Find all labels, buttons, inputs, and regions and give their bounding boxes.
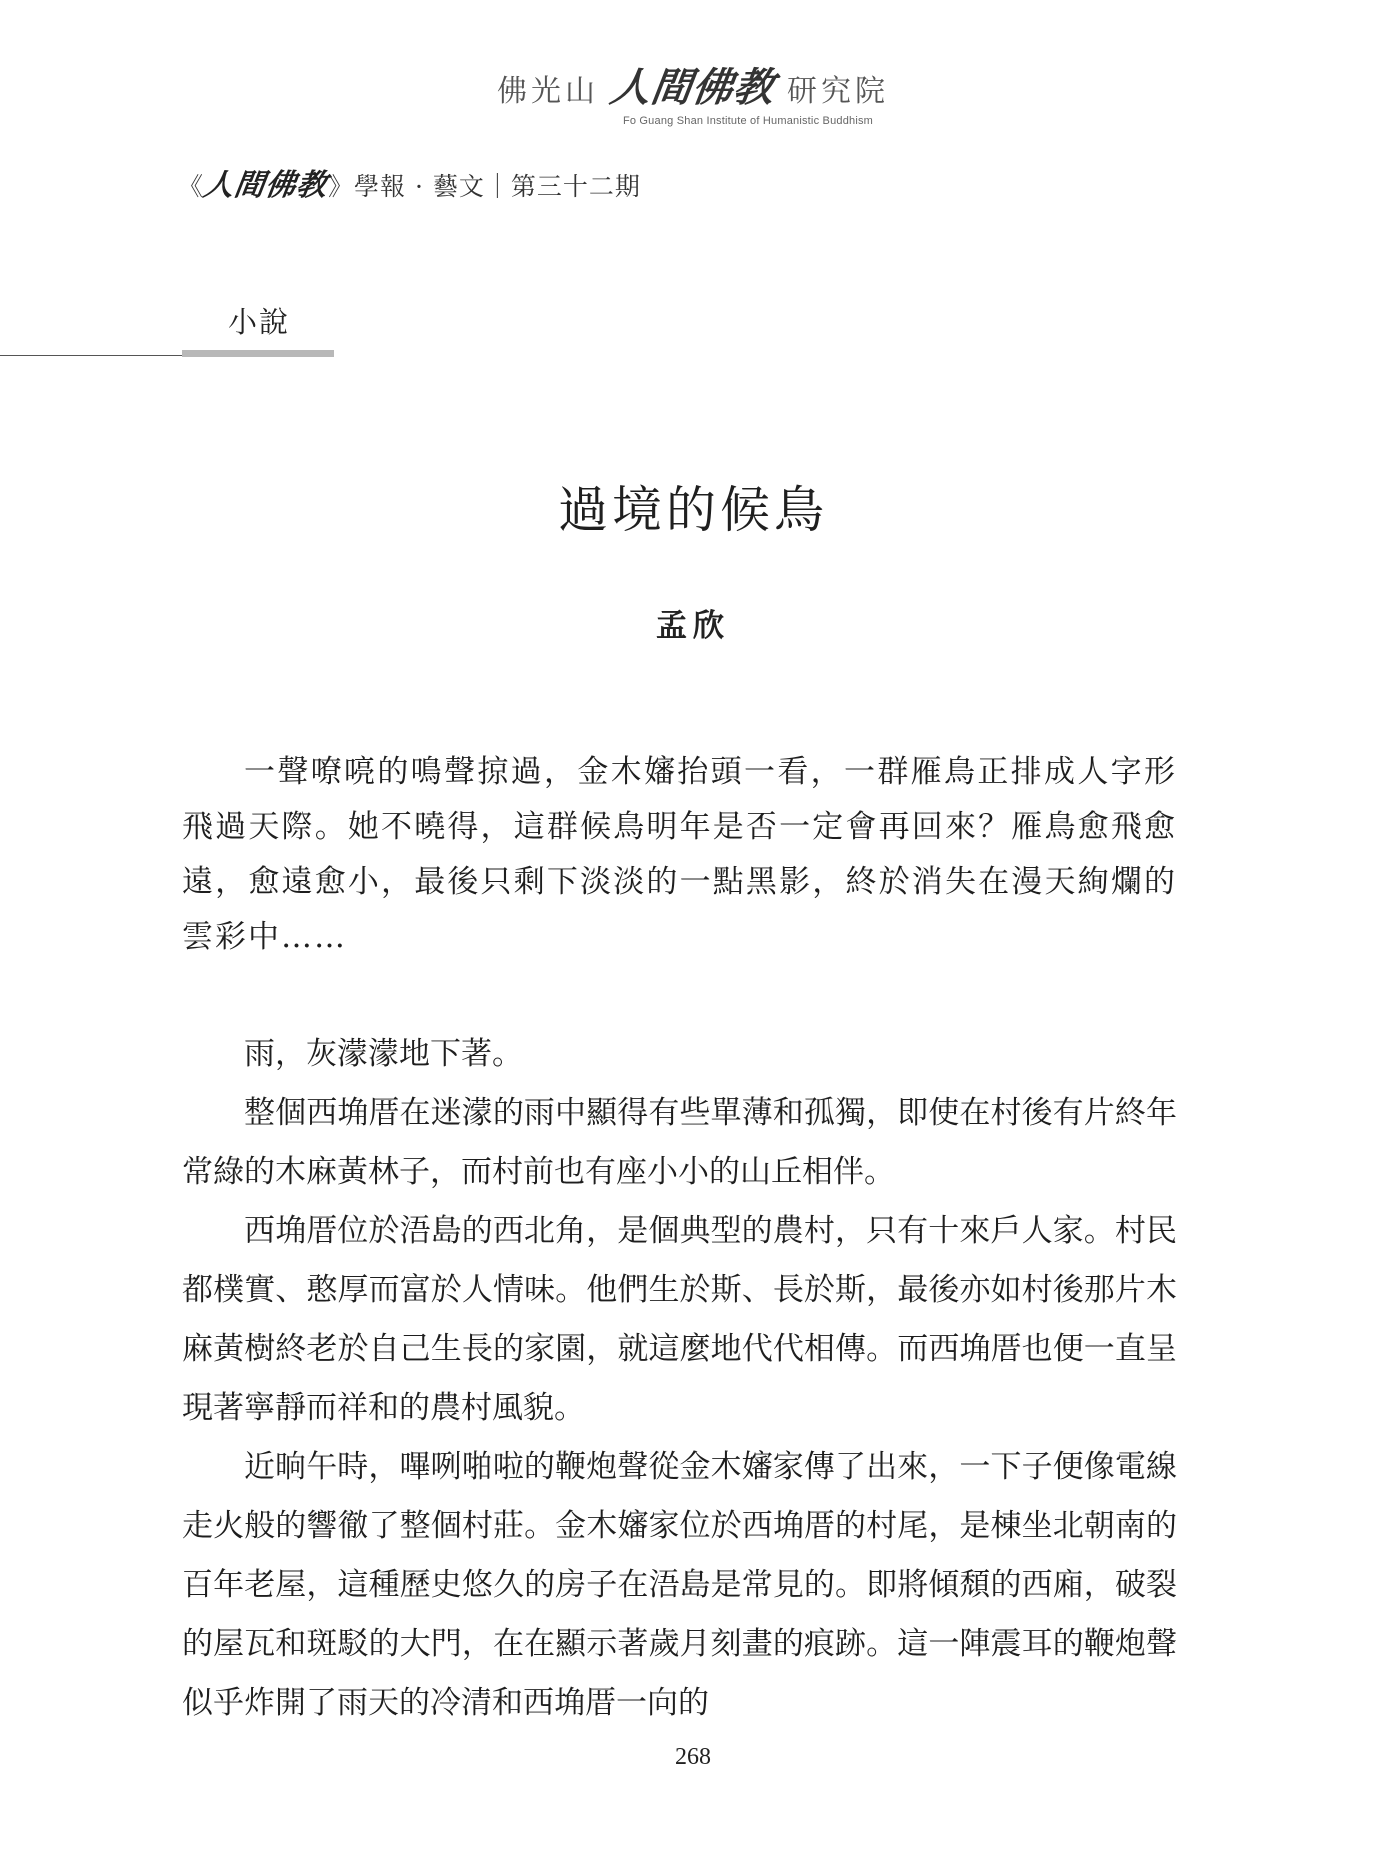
institute-english-name: Fo Guang Shan Institute of Humanistic Buddhism [622,115,874,127]
institute-header [0,56,1386,127]
body-paragraph: 整個西埆厝在迷濛的雨中顯得有些單薄和孤獨，即使在村後有片終年常綠的木麻黃林子，而村前也有座小小的山丘相伴。 [182,1095,1177,1190]
body-paragraph: 西埆厝位於浯島的西北角，是個典型的農村，只有十來戶人家。村民都樸實、憨厚而富於人情味。他們生於斯、長於斯，最後亦如村後那片木麻黃樹終老於自己生長的家園，就這麼地代代相傳。而西埆厝也便一直呈現著寧靜而祥和的農村風貌。 [182,1213,1177,1426]
journal-close-bracket: 》 [328,172,355,201]
journal-running-header [178,160,641,204]
page-number: 268 [675,1744,711,1770]
journal-open-bracket: 《 [178,172,205,201]
journal-logo: 人間佛教 [201,168,330,203]
article-body [182,745,1177,1733]
institute-prefix: 佛光山 [497,74,599,109]
paragraph-gap [182,965,1177,1025]
body-paragraph: 雨，灰濛濛地下著。 [244,1036,523,1072]
institute-name-line [497,56,889,113]
section-rule-thick [182,350,334,357]
section-label: 小說 [228,305,291,339]
institute-logo: 人間佛教 [607,64,778,111]
article-author: 孟欣 [656,608,730,644]
prologue-paragraph: 一聲嘹喨的鳴聲掠過，金木嬸抬頭一看，一群雁鳥正排成人字形飛過天際。她不曉得，這群候鳥明年是否一定會再回來？雁鳥愈飛愈遠，愈遠愈小，最後只剩下淡淡的一點黑影，終於消失在漫天絢爛的雲彩中…… [182,754,1177,955]
article-title: 過境的候鳥 [558,481,828,539]
body-paragraph: 近晌午時，嗶咧啪啦的鞭炮聲從金木嬸家傳了出來，一下子便像電線走火般的響徹了整個村莊。金木嬸家位於西埆厝的村尾，是棟坐北朝南的百年老屋，這種歷史悠久的房子在浯島是常見的。即將傾頹的西廂，破裂的屋瓦和斑駁的大門，在在顯示著歲月刻畫的痕跡。這一陣震耳的鞭炮聲似乎炸開了雨天的冷清和西埆厝一向的 [182,1449,1177,1721]
institute-suffix: 研究院 [787,74,889,109]
journal-issue: 學報 · 藝文｜第三十二期 [354,172,641,201]
